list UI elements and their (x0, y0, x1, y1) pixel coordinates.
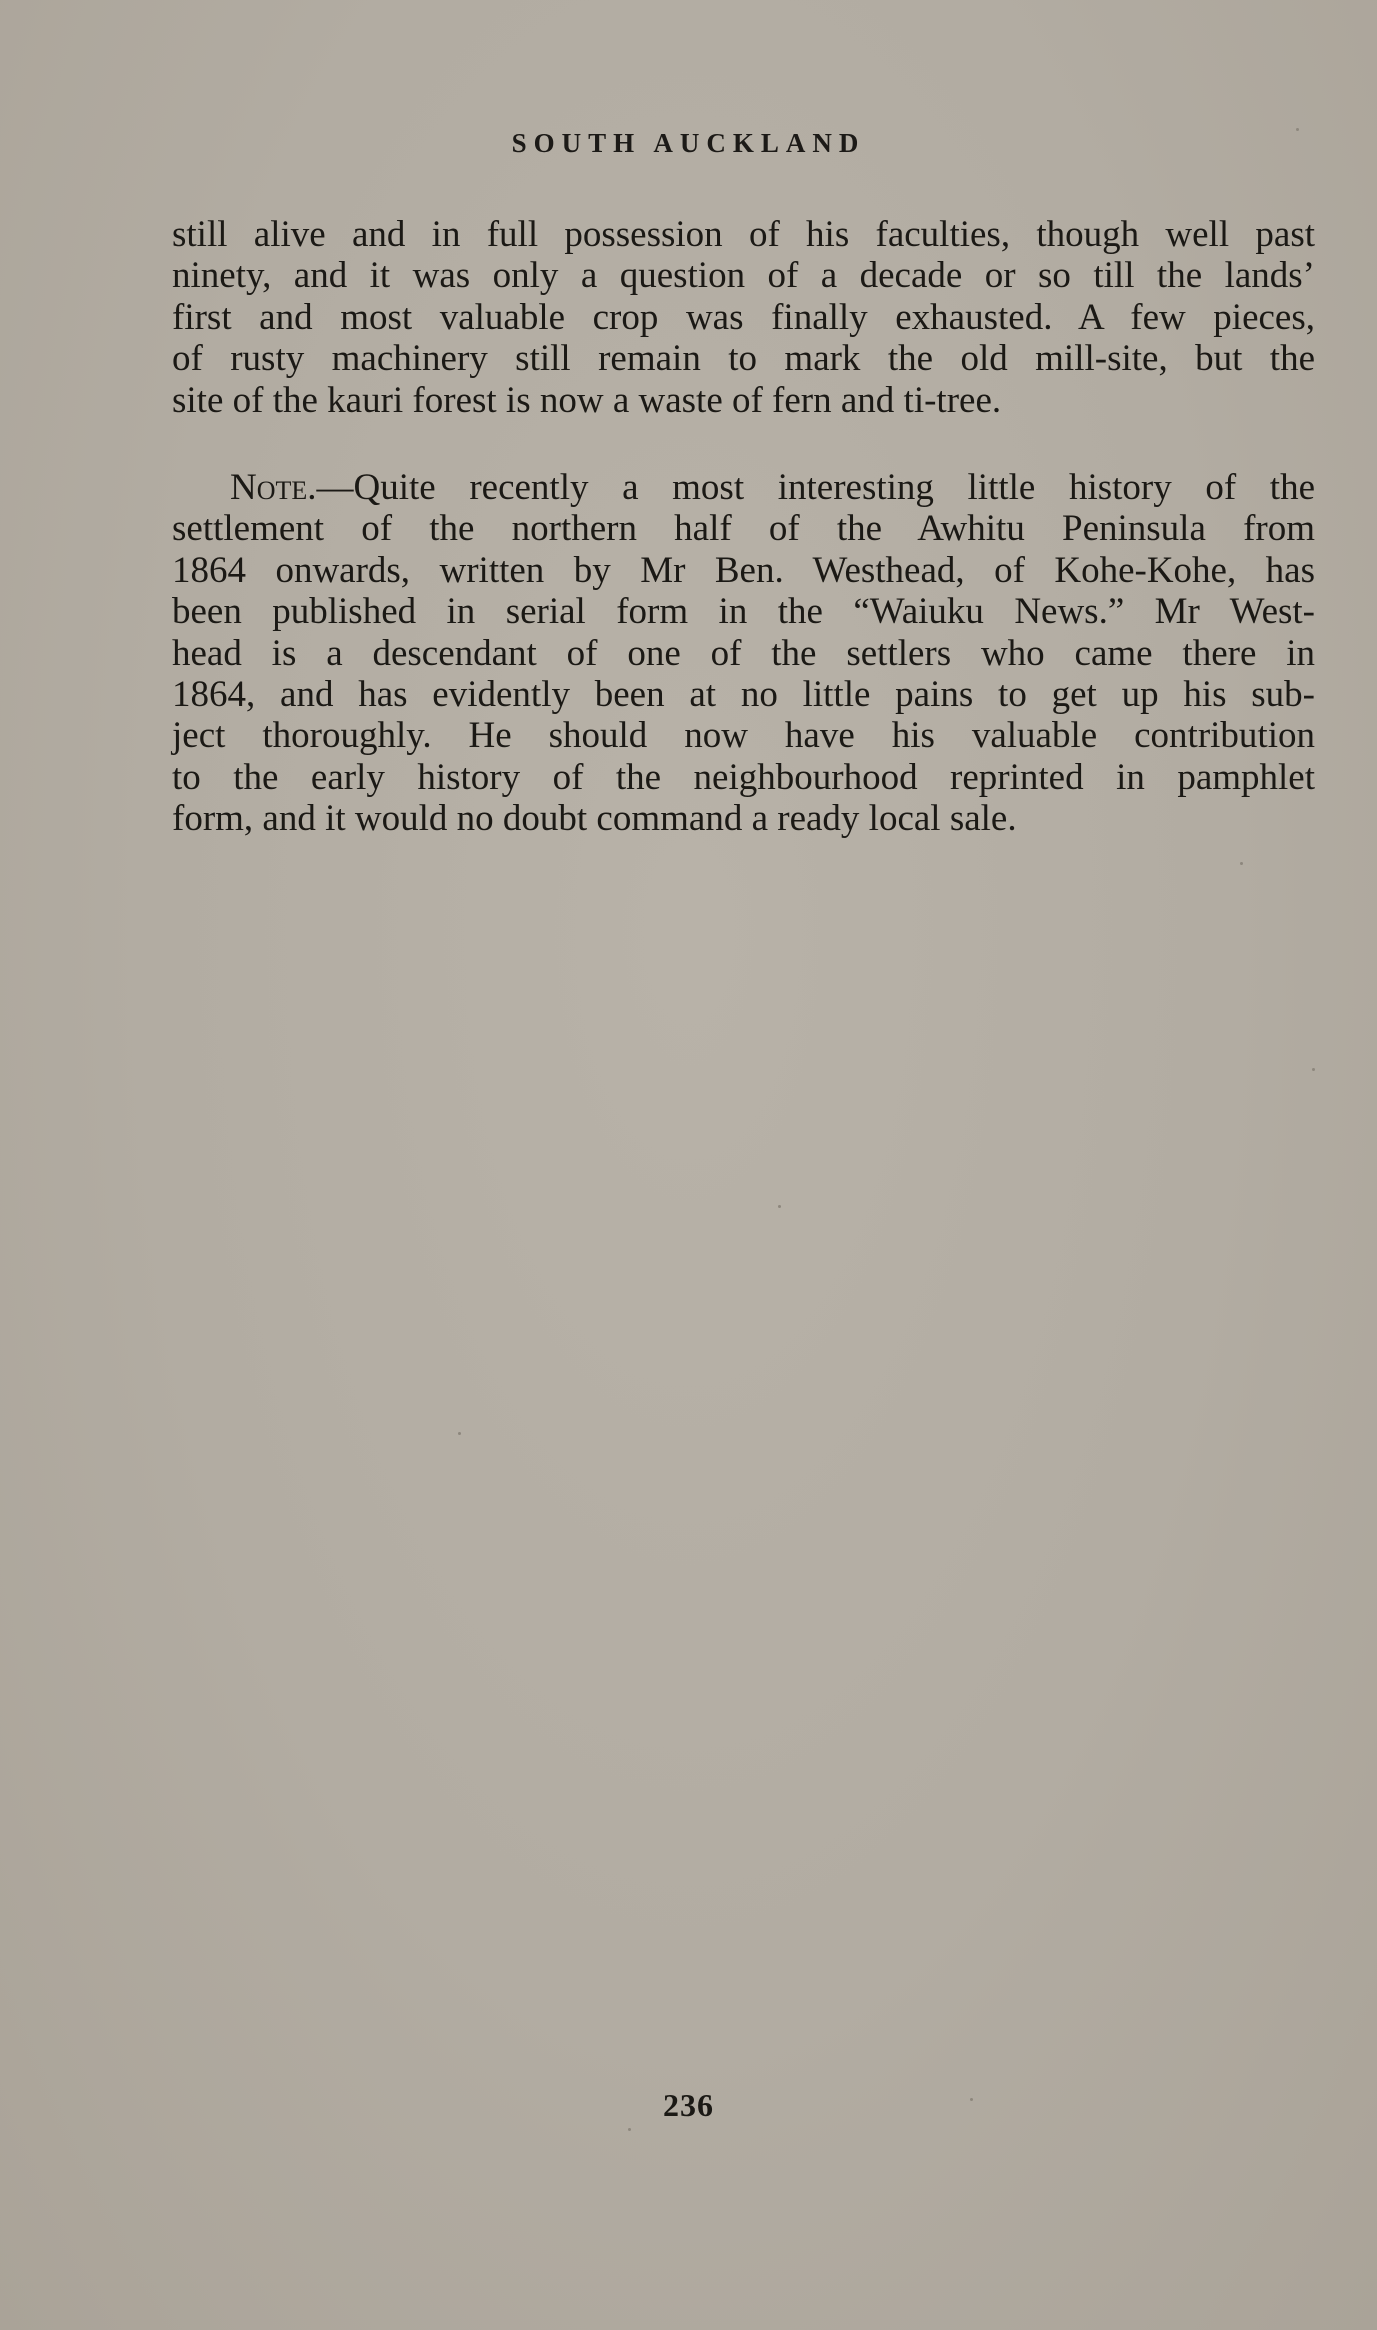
text-line: first and most valuable crop was finally exhausted. A few pieces, (172, 296, 1315, 338)
text-line: site of the kauri forest is now a waste of fern and ti-tree. (172, 379, 1002, 421)
paper-speck (778, 1205, 781, 1208)
note-lead-word: Note. (230, 467, 317, 508)
paper-speck (628, 2128, 631, 2131)
body-paragraph-1 (172, 214, 1315, 421)
text-line: head is a descendant of one of the settlers who came there in (172, 632, 1315, 674)
paper-speck (1296, 128, 1299, 131)
text-line: ject thoroughly. He should now have his valuable contribution (172, 715, 1315, 757)
paper-speck (1312, 1068, 1315, 1071)
text-line: 1864, and has evidently been at no little pains to get up his sub- (172, 674, 1315, 716)
paper-speck (1240, 862, 1243, 865)
note-first-line-text: —Quite recently a most interesting little history of the (316, 467, 1315, 508)
page-number: 236 (663, 2087, 714, 2123)
text-line: settlement of the northern half of the Awhitu Peninsula from (172, 508, 1315, 550)
running-head: SOUTH AUCKLAND (511, 128, 866, 158)
text-line (172, 467, 1315, 508)
text-line: still alive and in full possession of his faculties, though well past (172, 214, 1315, 255)
text-line: 1864 onwards, written by Mr Ben. Westhead, of Kohe-Kohe, has (172, 549, 1315, 591)
note-paragraph (172, 467, 1315, 840)
text-line: form, and it would no doubt command a ready local sale. (172, 798, 1017, 840)
text-line: been published in serial form in the “Waiuku News.” Mr West- (172, 591, 1315, 633)
paper-speck (458, 1432, 461, 1435)
text-line: to the early history of the neighbourhood reprinted in pamphlet (172, 756, 1315, 798)
text-line: ninety, and it was only a question of a decade or so till the lands’ (172, 255, 1315, 297)
paper-speck (970, 2098, 973, 2101)
text-line: of rusty machinery still remain to mark the old mill-site, but the (172, 338, 1315, 380)
